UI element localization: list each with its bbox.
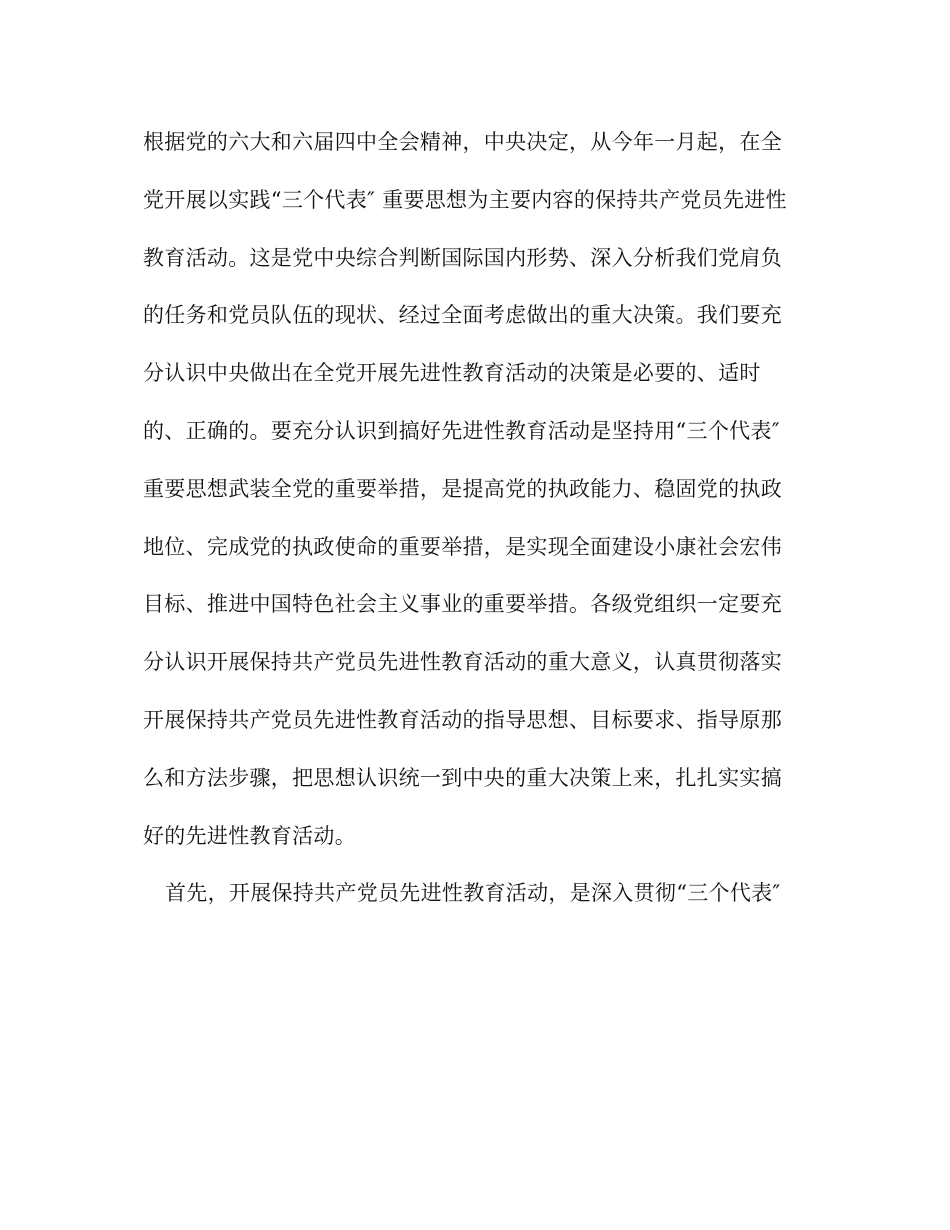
paragraph-2 — [143, 873, 843, 931]
text-line: 教育活动。这是党中央综合判断国际国内形势、深入分析我们党肩负 — [143, 245, 782, 270]
document-body — [143, 122, 843, 931]
text-line: 重要思想武装全党的重要举措，是提高党的执政能力、稳固党的执政 — [143, 476, 782, 501]
text-line: 的任务和党员队伍的现状、经过全面考虑做出的重大决策。我们要充 — [143, 303, 782, 328]
text-line: 好的先进性教育活动。 — [143, 823, 356, 848]
text-line: 首先，开展保持共产党员先进性教育活动，是深入贯彻“三个代表″ — [165, 881, 781, 906]
text-line: 分认识开展保持共产党员先进性教育活动的重大意义，认真贯彻落实 — [143, 650, 782, 675]
text-line: 党开展以实践“三个代表″ 重要思想为主要内容的保持共产党员先进性 — [143, 187, 787, 212]
text-line: 么和方法步骤，把思想认识统一到中央的重大决策上来，扎扎实实搞 — [143, 765, 782, 790]
text-line: 开展保持共产党员先进性教育活动的指导思想、目标要求、指导原那 — [143, 707, 782, 732]
text-line: 分认识中央做出在全党开展先进性教育活动的决策是必要的、适时 — [143, 361, 761, 386]
text-line: 地位、完成党的执政使命的重要举措，是实现全面建设小康社会宏伟 — [143, 534, 782, 559]
text-line: 根据党的六大和六届四中全会精神，中央决定，从今年一月起，在全 — [143, 130, 782, 154]
text-line: 的、正确的。要充分认识到搞好先进性教育活动是坚持用“三个代表″ — [143, 418, 780, 443]
text-line: 目标、推进中国特色社会主义事业的重要举措。各级党组织一定要充 — [143, 592, 782, 617]
paragraph-1 — [143, 122, 843, 873]
